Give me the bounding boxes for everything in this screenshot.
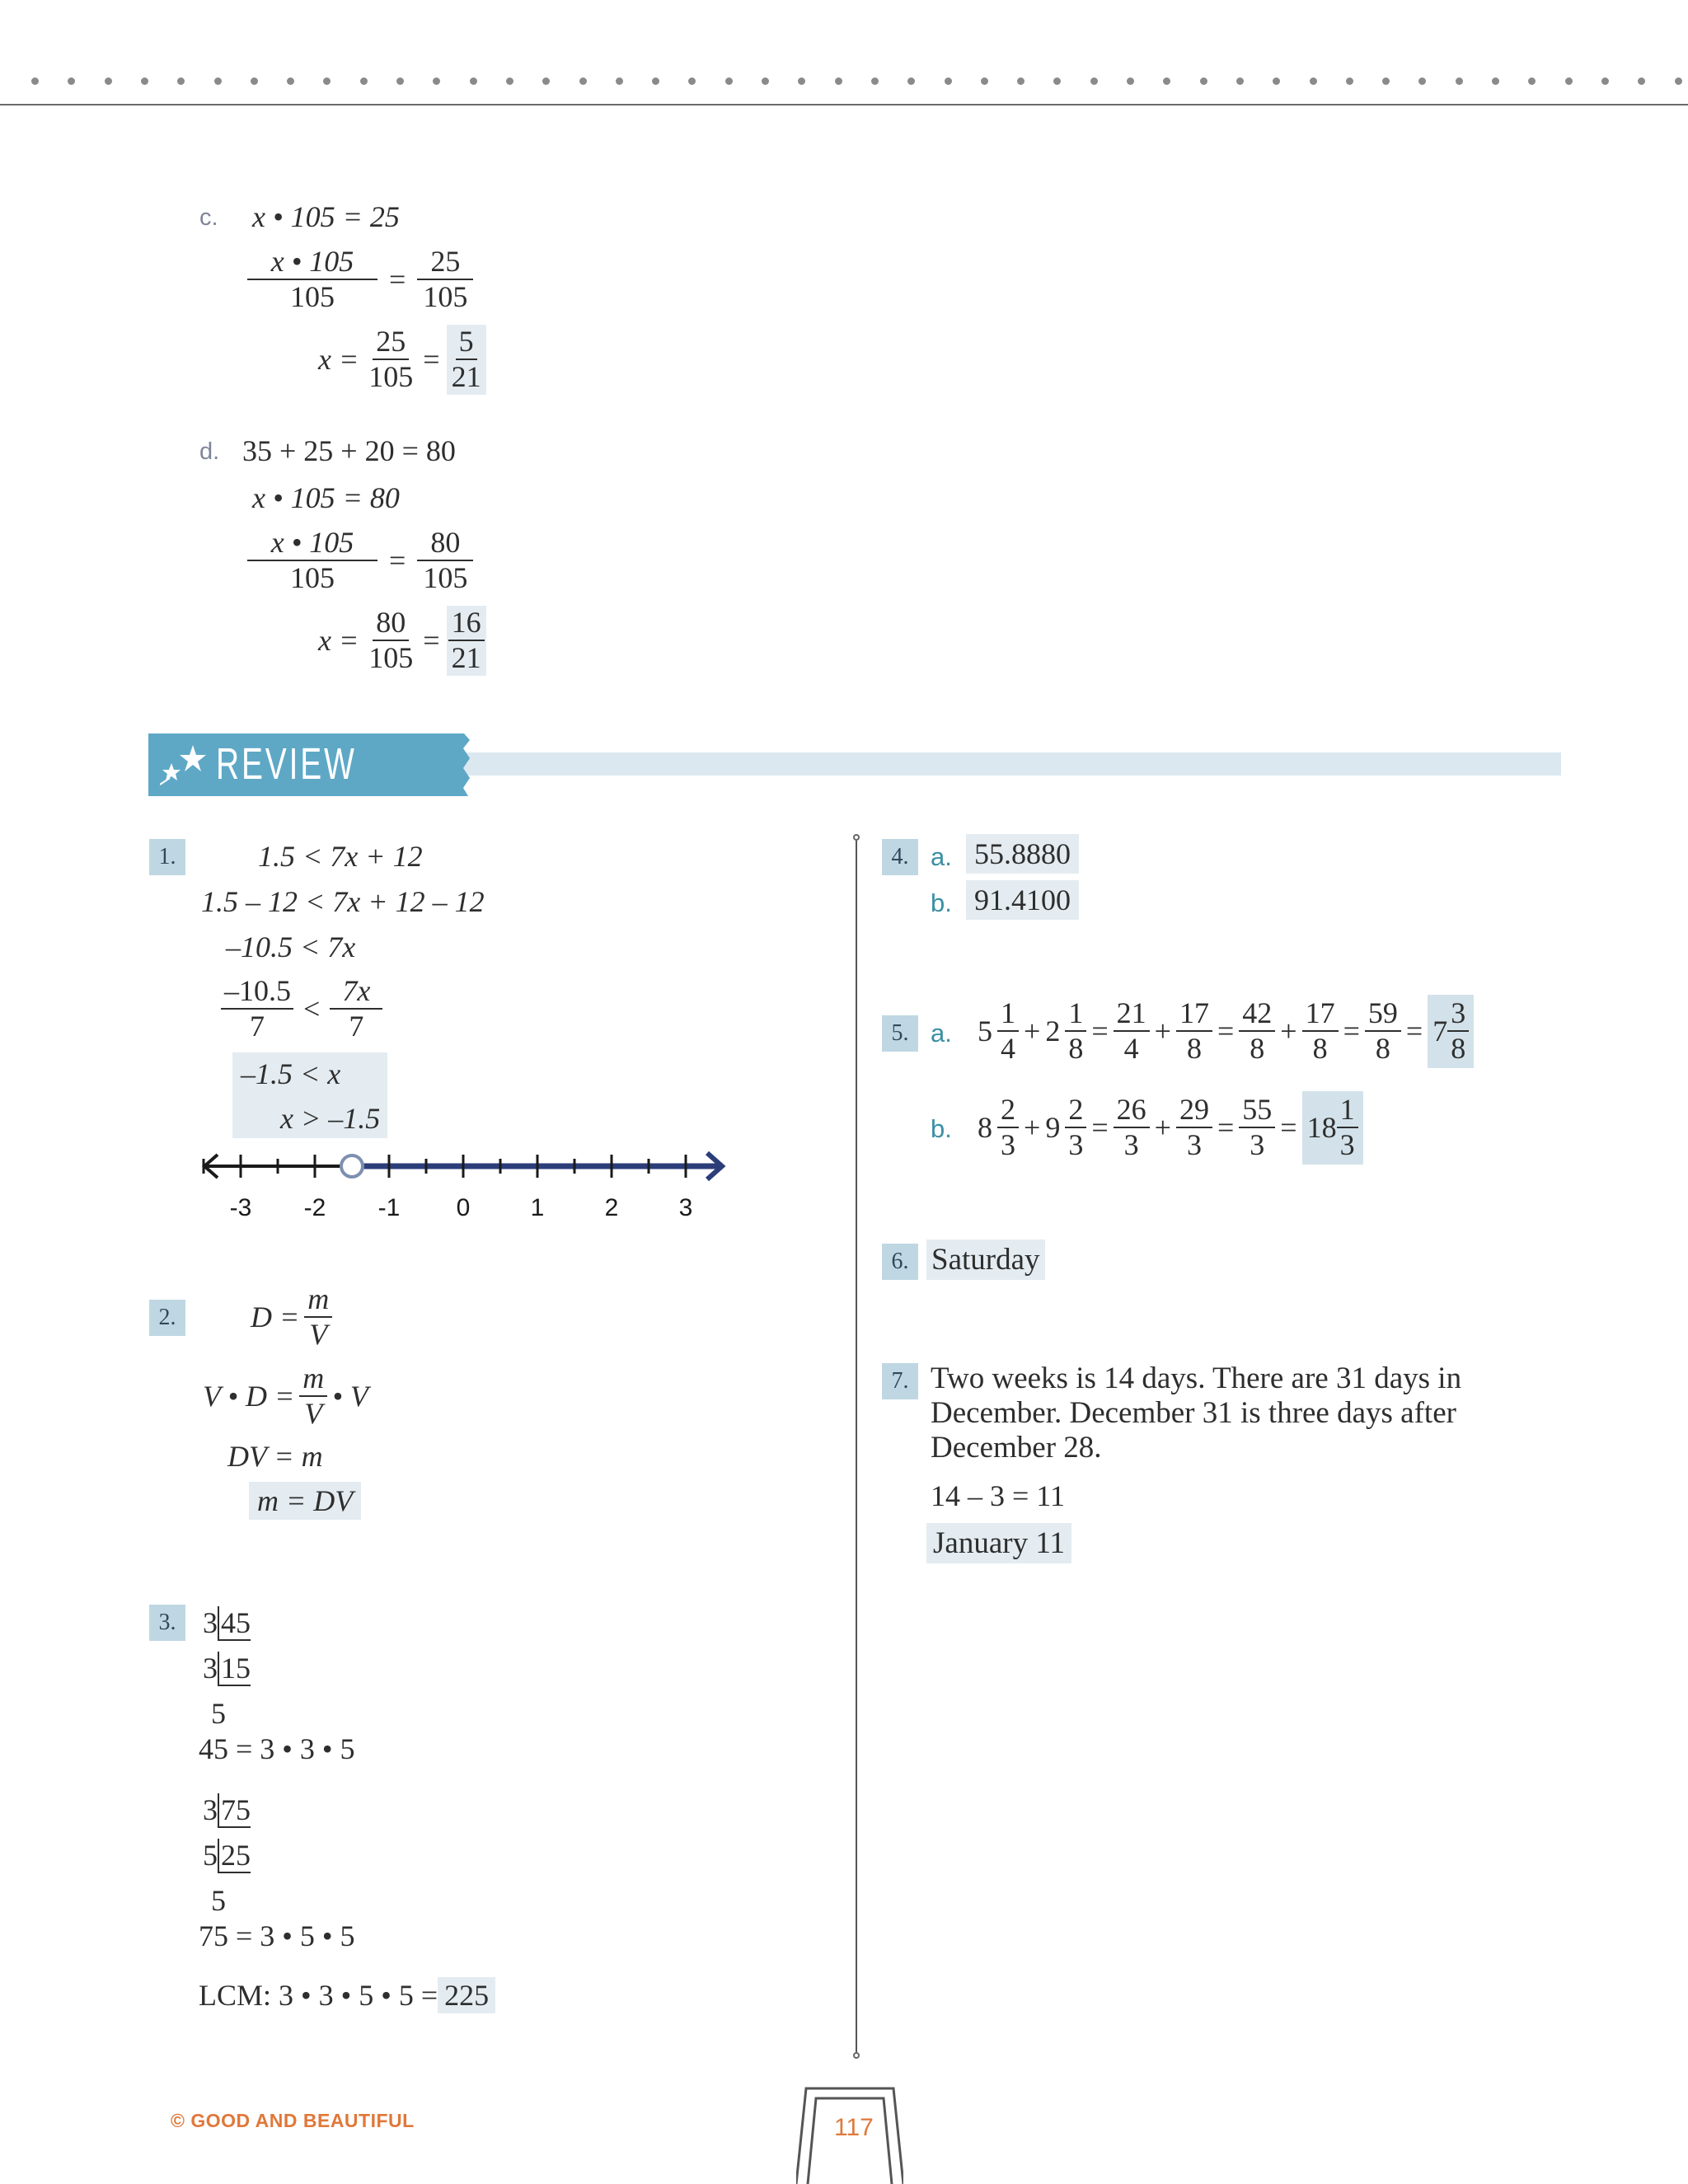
x-equals: x = xyxy=(318,624,359,658)
header-dot xyxy=(542,77,550,85)
frac-num: 25 xyxy=(373,325,409,360)
frac-den: 3 xyxy=(1001,1128,1015,1162)
tick-label: 2 xyxy=(604,1194,619,1221)
frac-den: 105 xyxy=(290,280,335,314)
header-dot xyxy=(1601,77,1609,85)
frac-num: 3 xyxy=(1447,996,1469,1032)
question-number-badge: 3. xyxy=(149,1605,185,1641)
frac-den: 8 xyxy=(1186,1032,1202,1066)
whole-number: 5 xyxy=(978,1015,992,1048)
q7-text-line: Two weeks is 14 days. There are 31 days in xyxy=(931,1361,1462,1395)
q3-division-2 xyxy=(203,1651,251,1685)
header-dot xyxy=(1418,77,1426,85)
header-dot xyxy=(177,77,185,85)
q6-answer: Saturday xyxy=(926,1240,1045,1280)
frac-num: 1 xyxy=(997,996,1019,1032)
equals-sign: = xyxy=(1405,1015,1423,1048)
header-dot xyxy=(1310,77,1317,85)
header-dot xyxy=(1200,77,1207,85)
header-dot xyxy=(214,77,222,85)
q7-answer: January 11 xyxy=(926,1523,1071,1563)
q3-division-3 xyxy=(203,1793,251,1827)
dividend: 25 xyxy=(218,1839,251,1873)
plus-sign: + xyxy=(1024,1111,1041,1145)
frac-den: 105 xyxy=(290,561,335,595)
whole-number: 2 xyxy=(1045,1015,1061,1048)
header-dot xyxy=(907,77,915,85)
problem-d-line1: 35 + 25 + 20 = 80 xyxy=(242,434,456,467)
whole-number: 18 xyxy=(1306,1111,1337,1145)
frac-num: 2 xyxy=(1065,1093,1086,1128)
tick-label: -1 xyxy=(377,1194,401,1221)
frac-den: 21 xyxy=(451,641,481,675)
q3-quotient-1: 5 xyxy=(211,1697,226,1730)
question-number-badge: 6. xyxy=(882,1244,918,1280)
lcm-label: LCM: 3 • 3 • 5 • 5 = xyxy=(199,1979,438,2012)
header-dot xyxy=(141,77,148,85)
header-dot xyxy=(762,77,769,85)
q3-quotient-2: 5 xyxy=(211,1884,226,1917)
frac-den: 4 xyxy=(1123,1032,1139,1066)
header-dot xyxy=(798,77,805,85)
frac-num: 80 xyxy=(417,526,473,561)
plus-sign: + xyxy=(1024,1015,1041,1048)
header-dot xyxy=(287,77,294,85)
frac-den: 105 xyxy=(368,360,414,394)
q3-lcm xyxy=(199,1978,495,2013)
header-dot xyxy=(616,77,623,85)
frac-den: 8 xyxy=(1375,1032,1390,1066)
header-dot xyxy=(105,77,112,85)
frac-num: 17 xyxy=(1302,996,1339,1032)
header-dot xyxy=(1346,77,1353,85)
q5-a-expression xyxy=(978,995,1474,1068)
answer-highlight xyxy=(447,606,486,676)
frac-num: –10.5 xyxy=(221,974,293,1010)
header-dot xyxy=(506,77,513,85)
header-dot xyxy=(1053,77,1061,85)
problem-c-label: c. xyxy=(199,204,218,231)
frac-num: 7x xyxy=(330,974,382,1010)
header-dot xyxy=(1382,77,1390,85)
frac-den: 8 xyxy=(1451,1032,1466,1066)
equals-sign: = xyxy=(389,544,406,578)
tick-label: -3 xyxy=(229,1194,252,1221)
frac-den: 4 xyxy=(1001,1032,1015,1066)
header-dot xyxy=(981,77,988,85)
plus-sign: + xyxy=(1154,1015,1171,1048)
q2-answer: m = DV xyxy=(249,1482,361,1520)
q2-line2 xyxy=(203,1361,368,1432)
q1-line2: 1.5 – 12 < 7x + 12 – 12 xyxy=(201,885,485,918)
frac-den: 7 xyxy=(349,1010,364,1043)
q5-b-expression xyxy=(978,1091,1363,1165)
header-dot xyxy=(31,77,39,85)
header-dot xyxy=(1565,77,1573,85)
tick-label: -2 xyxy=(303,1194,326,1221)
q5-b-label: b. xyxy=(931,1114,952,1143)
q1-answer-1: –1.5 < x xyxy=(241,1057,341,1090)
divisor: 5 xyxy=(203,1839,218,1872)
equals-sign: = xyxy=(1343,1015,1360,1048)
frac-den: 3 xyxy=(1186,1128,1202,1162)
header-dot xyxy=(396,77,404,85)
q3-division-1 xyxy=(203,1605,251,1640)
equals-sign: = xyxy=(1280,1111,1297,1145)
review-banner-stripe xyxy=(462,752,1561,776)
q7-text-line: December. December 31 is three days after xyxy=(931,1396,1456,1430)
frac-num: 1 xyxy=(1337,1093,1358,1128)
problem-c-division-step xyxy=(247,245,473,315)
frac-den: V xyxy=(309,1318,328,1352)
frac-den: 3 xyxy=(1068,1128,1084,1162)
dividend: 15 xyxy=(218,1652,251,1686)
plus-sign: + xyxy=(1280,1015,1297,1048)
header-dot xyxy=(68,77,75,85)
answer-highlight xyxy=(447,325,486,395)
frac-den: 21 xyxy=(451,360,481,394)
page-number: 117 xyxy=(834,2114,874,2141)
frac-den: 105 xyxy=(368,641,414,675)
header-dot xyxy=(1273,77,1280,85)
equals-sign: = xyxy=(1217,1111,1235,1145)
header-dot xyxy=(433,77,440,85)
frac-num: 26 xyxy=(1114,1093,1150,1128)
frac-num: 5 xyxy=(456,325,477,360)
q4-a-answer: 55.8880 xyxy=(966,834,1079,874)
footer-copyright: © GOOD AND BEAUTIFUL xyxy=(171,2110,415,2131)
equals-sign: = xyxy=(1091,1111,1109,1145)
q5-a-label: a. xyxy=(931,1019,952,1047)
question-number-badge: 2. xyxy=(149,1300,185,1336)
frac-num: 25 xyxy=(417,245,473,280)
header-dot xyxy=(1638,77,1645,85)
header-rule xyxy=(0,104,1688,105)
tick-label: 0 xyxy=(456,1194,471,1221)
header-dot xyxy=(1017,77,1025,85)
lcm-answer: 225 xyxy=(438,1977,495,2013)
frac-num: 55 xyxy=(1239,1093,1275,1128)
stars-icon xyxy=(160,742,208,788)
q2-line1 xyxy=(251,1282,332,1352)
header-dots xyxy=(0,76,1688,86)
problem-d-division-step xyxy=(247,526,473,596)
header-dot xyxy=(725,77,733,85)
number-line xyxy=(195,1141,738,1224)
frac-num: 80 xyxy=(373,606,409,641)
frac-num: 42 xyxy=(1239,996,1275,1032)
header-dot xyxy=(688,77,696,85)
q7-text-line: December 28. xyxy=(931,1431,1102,1465)
frac-num: 59 xyxy=(1365,996,1401,1032)
q4-b-label: b. xyxy=(931,888,952,917)
divisor: 3 xyxy=(203,1652,218,1685)
divisor: 3 xyxy=(203,1793,218,1826)
equals-sign: = xyxy=(389,263,406,297)
equals-sign: = xyxy=(1091,1015,1109,1048)
header-dot xyxy=(1163,77,1170,85)
frac-den: 7 xyxy=(250,1010,265,1043)
open-circle-point xyxy=(341,1155,363,1177)
whole-number: 7 xyxy=(1432,1015,1448,1048)
q4-a-label: a. xyxy=(931,842,952,871)
header-dot xyxy=(579,77,587,85)
header-dot xyxy=(323,77,331,85)
question-number-badge: 5. xyxy=(882,1015,918,1052)
header-dot xyxy=(470,77,477,85)
frac-num: x • 105 xyxy=(247,526,377,561)
question-number-badge: 4. xyxy=(882,839,918,875)
dividend: 75 xyxy=(218,1793,251,1828)
header-dot xyxy=(1675,77,1682,85)
frac-den: 105 xyxy=(423,280,468,314)
whole-number: 9 xyxy=(1045,1111,1061,1145)
problem-c-line1: x • 105 = 25 xyxy=(252,200,400,233)
problem-d-solution xyxy=(318,606,486,676)
frac-num: 16 xyxy=(448,606,485,641)
q3-division-4 xyxy=(203,1838,251,1872)
plus-sign: + xyxy=(1154,1111,1171,1145)
frac-num: 1 xyxy=(1065,996,1086,1032)
header-dot xyxy=(835,77,842,85)
x-equals: x = xyxy=(318,343,359,377)
frac-den: V xyxy=(304,1397,323,1431)
q1-line3: –10.5 < 7x xyxy=(226,930,356,963)
frac-den: 3 xyxy=(1123,1128,1139,1162)
equation-right: • V xyxy=(332,1380,368,1413)
equals-sign: = xyxy=(1217,1015,1235,1048)
header-dot xyxy=(652,77,659,85)
header-dot xyxy=(945,77,952,85)
tick-label: 1 xyxy=(530,1194,545,1221)
answer-highlight xyxy=(1428,995,1474,1068)
q1-line1: 1.5 < 7x + 12 xyxy=(258,840,423,873)
whole-number: 8 xyxy=(978,1111,992,1145)
frac-den: 3 xyxy=(1339,1128,1355,1162)
q7-calculation: 14 – 3 = 11 xyxy=(931,1479,1065,1512)
problem-d-line2: x • 105 = 80 xyxy=(252,481,400,514)
frac-num: 29 xyxy=(1176,1093,1212,1128)
equals-sign: = xyxy=(423,624,440,658)
question-number-badge: 1. xyxy=(149,839,185,875)
frac-den: 3 xyxy=(1250,1128,1265,1162)
header-dot xyxy=(360,77,368,85)
problem-c-solution xyxy=(318,325,486,395)
divisor: 3 xyxy=(203,1606,218,1639)
dividend: 45 xyxy=(218,1606,251,1641)
review-title: REVIEW xyxy=(216,739,357,789)
frac-den: 8 xyxy=(1068,1032,1084,1066)
header-dot xyxy=(1127,77,1134,85)
q7-explanation xyxy=(931,1361,1461,1465)
header-dot xyxy=(1492,77,1499,85)
header-dot xyxy=(871,77,879,85)
question-number-badge: 7. xyxy=(882,1363,918,1399)
q2-line3: DV = m xyxy=(227,1440,323,1473)
header-dot xyxy=(1456,77,1463,85)
frac-den: 8 xyxy=(1312,1032,1328,1066)
q3-factorization-1: 45 = 3 • 3 • 5 xyxy=(199,1732,355,1765)
equation-left: D = xyxy=(251,1301,300,1334)
q4-b-answer: 91.4100 xyxy=(966,880,1079,920)
frac-den: 105 xyxy=(423,561,468,595)
equals-sign: = xyxy=(423,343,440,377)
header-dot xyxy=(1236,77,1244,85)
frac-den: 8 xyxy=(1250,1032,1265,1066)
frac-num: x • 105 xyxy=(247,245,377,280)
frac-num: m xyxy=(299,1361,327,1397)
less-than-sign: < xyxy=(303,992,321,1026)
header-dot xyxy=(1528,77,1536,85)
tick-label: 3 xyxy=(678,1194,693,1221)
q1-answer-2: x > –1.5 xyxy=(280,1102,381,1135)
answer-highlight xyxy=(1302,1091,1363,1165)
q1-division-step xyxy=(221,974,382,1044)
header-dot xyxy=(1090,77,1098,85)
equation-left: V • D = xyxy=(203,1380,295,1413)
problem-d-label: d. xyxy=(199,438,220,465)
frac-num: 17 xyxy=(1176,996,1212,1032)
frac-num: 2 xyxy=(997,1093,1019,1128)
frac-num: m xyxy=(304,1282,332,1318)
header-dot xyxy=(251,77,258,85)
frac-num: 21 xyxy=(1114,996,1150,1032)
q3-factorization-2: 75 = 3 • 5 • 5 xyxy=(199,1919,355,1952)
